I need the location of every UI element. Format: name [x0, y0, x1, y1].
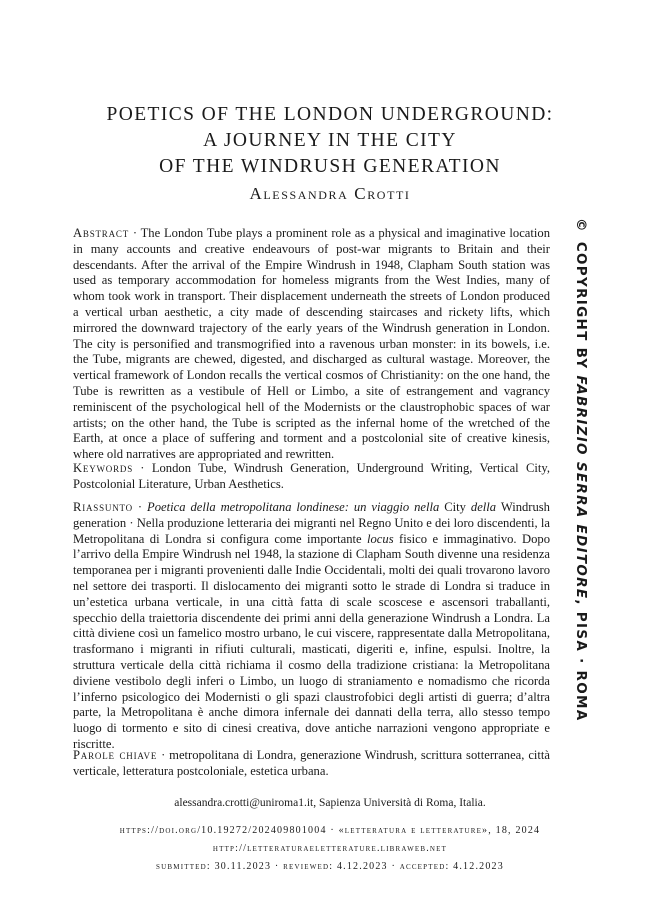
- author-affiliation: alessandra.crotti@uniroma1.it, Sapienza Università di Roma, Italia.: [174, 797, 486, 809]
- copyright-icon: ©: [573, 218, 589, 233]
- submission-dates: submitted: 30.11.2023 · reviewed: 4.12.2023 · accepted: 4.12.2023: [156, 861, 504, 872]
- parole-chiave-text: metropolitana di Londra, generazione Windrush, scrittura sotterranea, città verticale, letteratura postcoloniale, estetica urbana.: [73, 748, 551, 778]
- abstract-paragraph: [73, 226, 550, 463]
- abstract-separator: ·: [129, 226, 141, 240]
- keywords-text: London Tube, Windrush Generation, Underground Writing, Vertical City, Postcolonial Literature, Urban Aesthetics.: [73, 461, 550, 491]
- abstract-label: Abstract: [73, 226, 130, 240]
- riassunto-separator: ·: [132, 500, 148, 514]
- copyright-publisher: FABRIZIO SERRA EDITORE: [573, 375, 589, 600]
- riassunto-paragraph: [73, 500, 550, 753]
- doi-line: https://doi.org/10.19272/202409801004 · «letteratura e letterature», 18, 2024: [119, 825, 541, 836]
- author-name: Alessandra Crotti: [249, 184, 411, 203]
- title-line-2: A JOURNEY IN THE CITY: [203, 130, 457, 151]
- title-line-3: OF THE WINDRUSH GENERATION: [159, 156, 501, 177]
- copyright-part-1: COPYRIGHT BY: [573, 241, 589, 376]
- keywords-separator: ·: [133, 461, 152, 475]
- riassunto-text-a: · Nella produzione letteraria dei migranti nel Regno Unito e dei loro discendenti, la Metropolitana di Londra si configura come importante: [73, 515, 550, 546]
- abstract-text: The London Tube plays a prominent role as a physical and imaginative location in many accounts and creative endeavours of post-war migrants to Britain and their descendants. After the arrival of the Empire Windrush in 1948, Clapham South station was used as temporary accommodation for homeless migrants from the West Indies, many of whom took work in transport. Their displacement underneath the streets of London produced a vertical urban aesthetic, a city made of descending staircases and rickety lifts, which mirrored the downward trajectory of the early years of the Windrush generation in London. The city is personified and transmogrified into a ravenous urban monster: in its bowels, i.e. the Tube, migrants are chewed, digested, and discharged as cultural wastage. Moreover, the vertical framework of London recalls the vertical cosmos of Christianity: on the one hand, the Tube is rewritten as a vestibule of Hell or Limbo, a site of estrangement and vagrancy reminiscent of the psychological hell of the Modernists or the claustrophobic spaces of war artists; on the other hand, the Tube is scripted as the infernal home of the wretched of the Earth, at once a place of suffering and torment and a postcolonial site of creative kinesis, where old narratives are appropriated and rewritten.: [73, 226, 550, 462]
- riassunto-locus: locus: [367, 531, 394, 546]
- journal-url: http://letteraturaeletterature.libraweb.net: [212, 843, 448, 854]
- title-line-1: POETICS OF THE LONDON UNDERGROUND:: [106, 104, 554, 125]
- keywords-paragraph: [73, 461, 550, 493]
- riassunto-title-italic-2: della: [470, 500, 497, 514]
- riassunto-title-roman-2: Windrush generation: [73, 500, 550, 530]
- parole-chiave-separator: ·: [157, 748, 170, 762]
- parole-chiave-label: Parole chiave: [73, 748, 158, 762]
- copyright-notice: [570, 218, 592, 722]
- keywords-label: Keywords: [73, 461, 133, 475]
- riassunto-text-b: fisico e immaginativo. Dopo l’arrivo della Empire Windrush nel 1948, la stazione di Clapham South divenne una residenza temporanea per i migranti provenienti dalle Indie Occidentali, molti dei quali trovarono lavoro nel settore dei trasporti. Il dislocamento dei migranti sotto le strade di Londra si traduce in un’estetica urbana verticale, in una città fatta di scale scoscese e ascensori traballanti, specchio della traiettoria discendente dei primi anni della generazione Windrush a Londra. La città diviene così un famelico mostro urbano, le cui viscere, rappresentate dalla Metropolitana, trasformano i migranti in rifiuti culturali, masticati, digeriti e, infine, espulsi. Inoltre, la struttura verticale della città richiama il cosmo della tradizione cristiana: la Metropolitana diviene vestibolo degli inferi o Limbo, un luogo di straniamento e nomadismo che ricorda l’inferno psicologico dei Modernisti o gli spazi claustrofobici degli artisti di guerra; d’altra parte, la Metropolitana è anche dimora infernale dei dannati della terra, allo stesso tempo luogo di tormento e sito di cinesi creativa, dove antiche narrazioni vengono appropriate e riscritte.: [73, 531, 550, 751]
- riassunto-title-roman-1: City: [439, 500, 471, 514]
- riassunto-title-italic-1: Poetica della metropolitana londinese: un viaggio nella: [147, 500, 440, 514]
- article-title: [60, 102, 600, 180]
- riassunto-label: Riassunto: [73, 500, 133, 514]
- parole-chiave-paragraph: [73, 748, 550, 780]
- copyright-part-3: , PISA · ROMA: [573, 599, 589, 722]
